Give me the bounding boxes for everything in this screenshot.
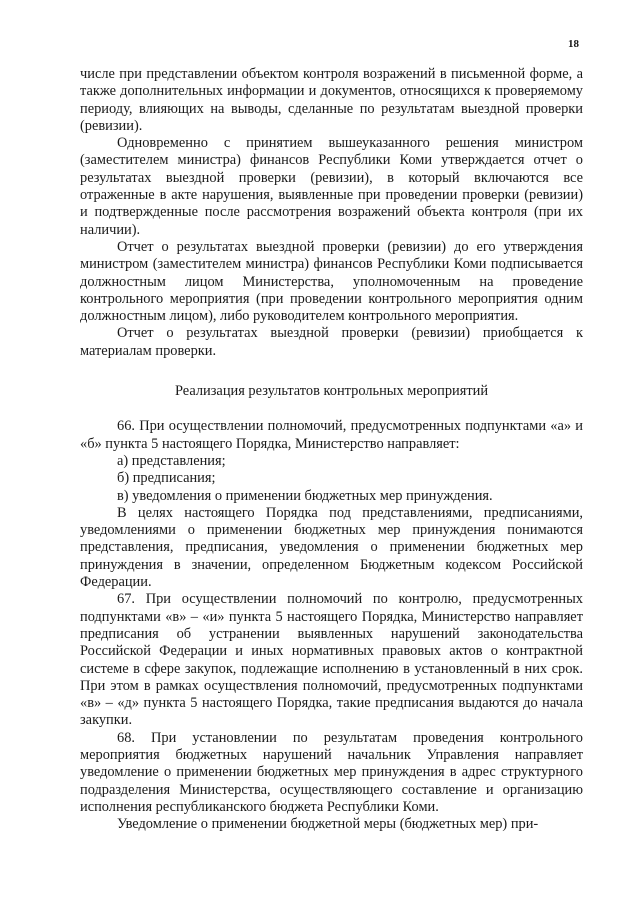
section-heading: Реализация результатов контрольных мероприятий — [174, 383, 489, 400]
item-68: 68. При установлении по результатам проведения контрольного мероприятия бюджетных нарушений начальник Управления направляет уведомление о применении бюджетных мер принуждения в адрес структурного подразделения Министерства, осуществляющего составление и организацию исполнения республиканского бюджета Республики Коми. — [80, 729, 583, 815]
paragraph-report-attachment: Отчет о результатах выездной проверки (ревизии) приобщается к материалам проверки. — [80, 325, 583, 359]
item-66-list-c: в) уведомления о применении бюджетных мер принуждения. — [117, 487, 493, 504]
paragraph-report-approval: Одновременно с принятием вышеуказанного решения министром (заместителем министра) финансов Республики Коми утверждается отчет о результатах выездной проверки (ревизии), в который включаются все отраженные в акте нарушения, выявленные при проведении проверки (ревизии) и подтвержденные после рассмотрения возражений объекта контроля (при их наличии). — [80, 135, 583, 238]
item-67: 67. При осуществлении полномочий по контролю, предусмотренных подпунктами «в» – «и» пункта 5 настоящего Порядка, Министерство направляет предписания об устранении выявленных нарушений законодательства Российской Федерации и иных нормативных правовых актов о контрактной системе в сфере закупок, подлежащие исполнению в установленный в них срок. При этом в рамках осуществления полномочий, предусмотренных подпунктами «в» – «д» пункта 5 настоящего Порядка, такие предписания выдаются до начала закупки. — [80, 591, 583, 729]
document-body — [80, 66, 583, 833]
item-66-list-b: б) предписания; — [117, 470, 216, 487]
paragraph-report-signing: Отчет о результатах выездной проверки (ревизии) до его утверждения министром (заместителем министра) финансов Республики Коми подписывается должностным лицом Министерства, уполномоченным на проведение контрольного мероприятия (при проведении контрольного мероприятия одним должностным лицом), либо руководителем контрольного мероприятия. — [80, 238, 583, 325]
paragraph-continuation: числе при представлении объектом контроля возражений в письменной форме, а также дополнительных информации и документов, относящихся к проверяемому периоду, влияющих на выводы, сделанные по результатам выездной проверки (ревизии). — [80, 66, 583, 134]
last-line: Уведомление о применении бюджетной меры (бюджетных мер) при- — [117, 816, 539, 833]
item-66-list-a: а) представления; — [117, 452, 226, 469]
page-number: 18 — [568, 38, 579, 50]
item-66-note: В целях настоящего Порядка под представлениями, предписаниями, уведомлениями о применении бюджетных мер принуждения понимаются представления, предписания, уведомления о применении бюджетных мер принуждения в значении, определенном Бюджетным кодексом Российской Федерации. — [80, 504, 583, 591]
item-66-intro: 66. При осуществлении полномочий, предусмотренных подпунктами «а» и «б» пункта 5 настоящего Порядка, Министерство направляет: — [80, 418, 583, 452]
